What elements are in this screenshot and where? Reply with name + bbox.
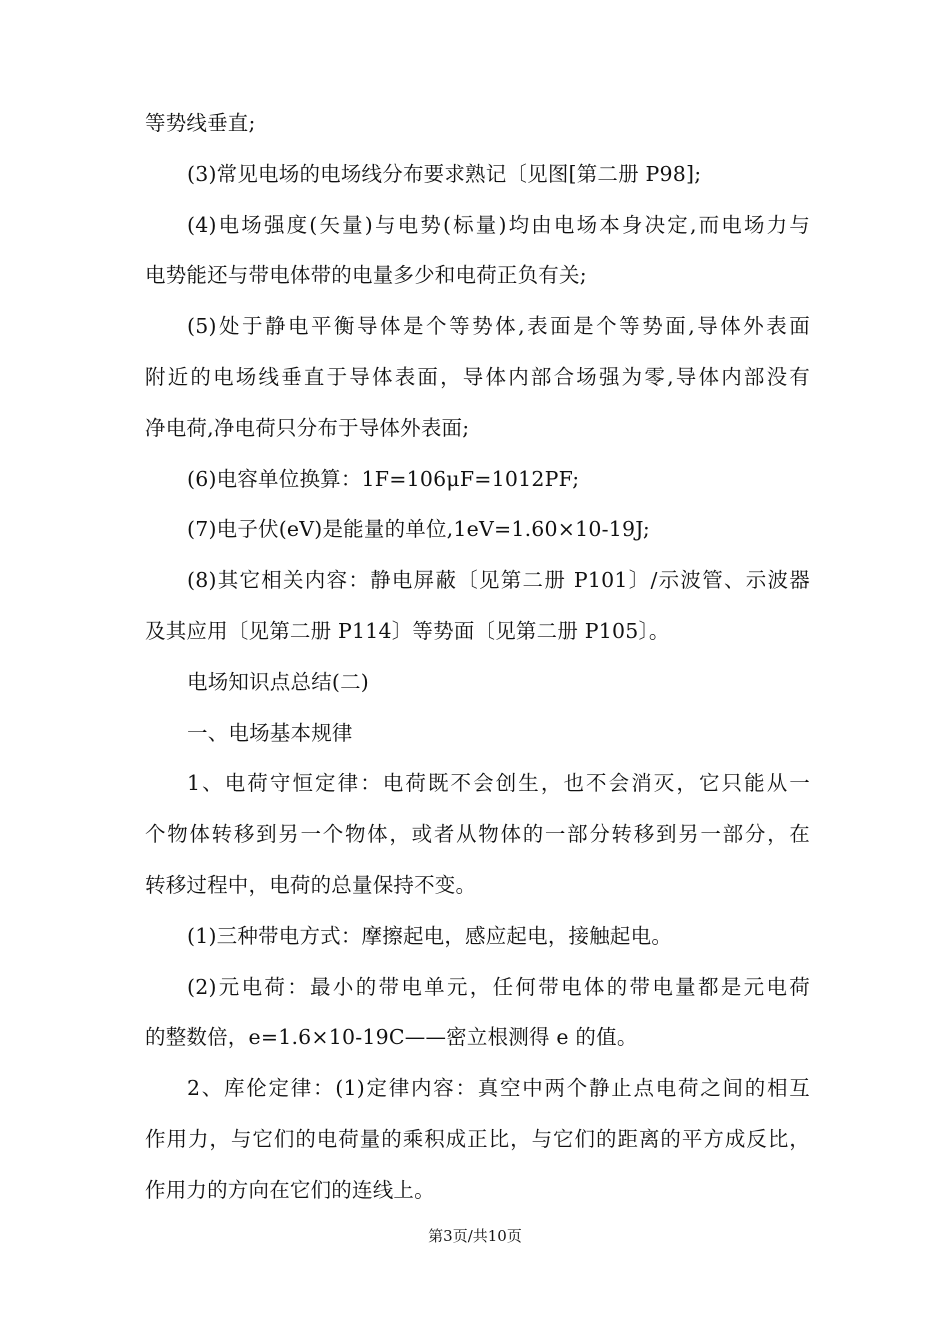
text-line: (4)电场强度(矢量)与电势(标量)均由电场本身决定,而电场力与 — [187, 212, 810, 237]
text-line: (1)三种带电方式：摩擦起电，感应起电，接触起电。 — [187, 923, 673, 948]
text-line: 1、电荷守恒定律：电荷既不会创生，也不会消灭，它只能从一 — [187, 771, 810, 796]
text-line: 作用力，与它们的电荷量的乘积成正比，与它们的距离的平方成反比， — [145, 1126, 810, 1151]
document-body — [145, 98, 810, 1216]
text-line: 作用力的方向在它们的连线上。 — [145, 1177, 435, 1202]
section-heading: 一、电场基本规律 — [187, 720, 353, 745]
text-line: 个物体转移到另一个物体，或者从物体的一部分转移到另一部分，在 — [145, 822, 810, 847]
text-line: (6)电容单位换算：1F=106μF=1012PF; — [187, 466, 580, 491]
text-line: 的整数倍，e=1.6×10-19C——密立根测得 e 的值。 — [145, 1025, 638, 1050]
text-line: (7)电子伏(eV)是能量的单位,1eV=1.60×10-19J; — [187, 517, 650, 542]
text-line: 转移过程中，电荷的总量保持不变。 — [145, 872, 477, 897]
text-line: (5)处于静电平衡导体是个等势体,表面是个等势面,导体外表面 — [187, 314, 810, 339]
text-line: 2、库伦定律：(1)定律内容：真空中两个静止点电荷之间的相互 — [187, 1076, 810, 1101]
page-number: 第3页/共10页 — [428, 1227, 522, 1245]
text-line: (8)其它相关内容：静电屏蔽〔见第二册 P101〕/示波管、示波器 — [187, 568, 810, 593]
text-line: 等势线垂直; — [145, 111, 256, 135]
text-line: 净电荷,净电荷只分布于导体外表面; — [145, 415, 470, 440]
text-line: (3)常见电场的电场线分布要求熟记〔见图[第二册 P98]; — [187, 161, 702, 186]
section-heading: 电场知识点总结(二) — [187, 669, 369, 694]
text-line: 附近的电场线垂直于导体表面，导体内部合场强为零,导体内部没有 — [145, 364, 810, 389]
text-line: 电势能还与带电体带的电量多少和电荷正负有关; — [145, 263, 587, 288]
text-line: (2)元电荷：最小的带电单元，任何带电体的带电量都是元电荷 — [187, 974, 810, 999]
text-line: 及其应用〔见第二册 P114〕等势面〔见第二册 P105〕。 — [145, 618, 670, 643]
